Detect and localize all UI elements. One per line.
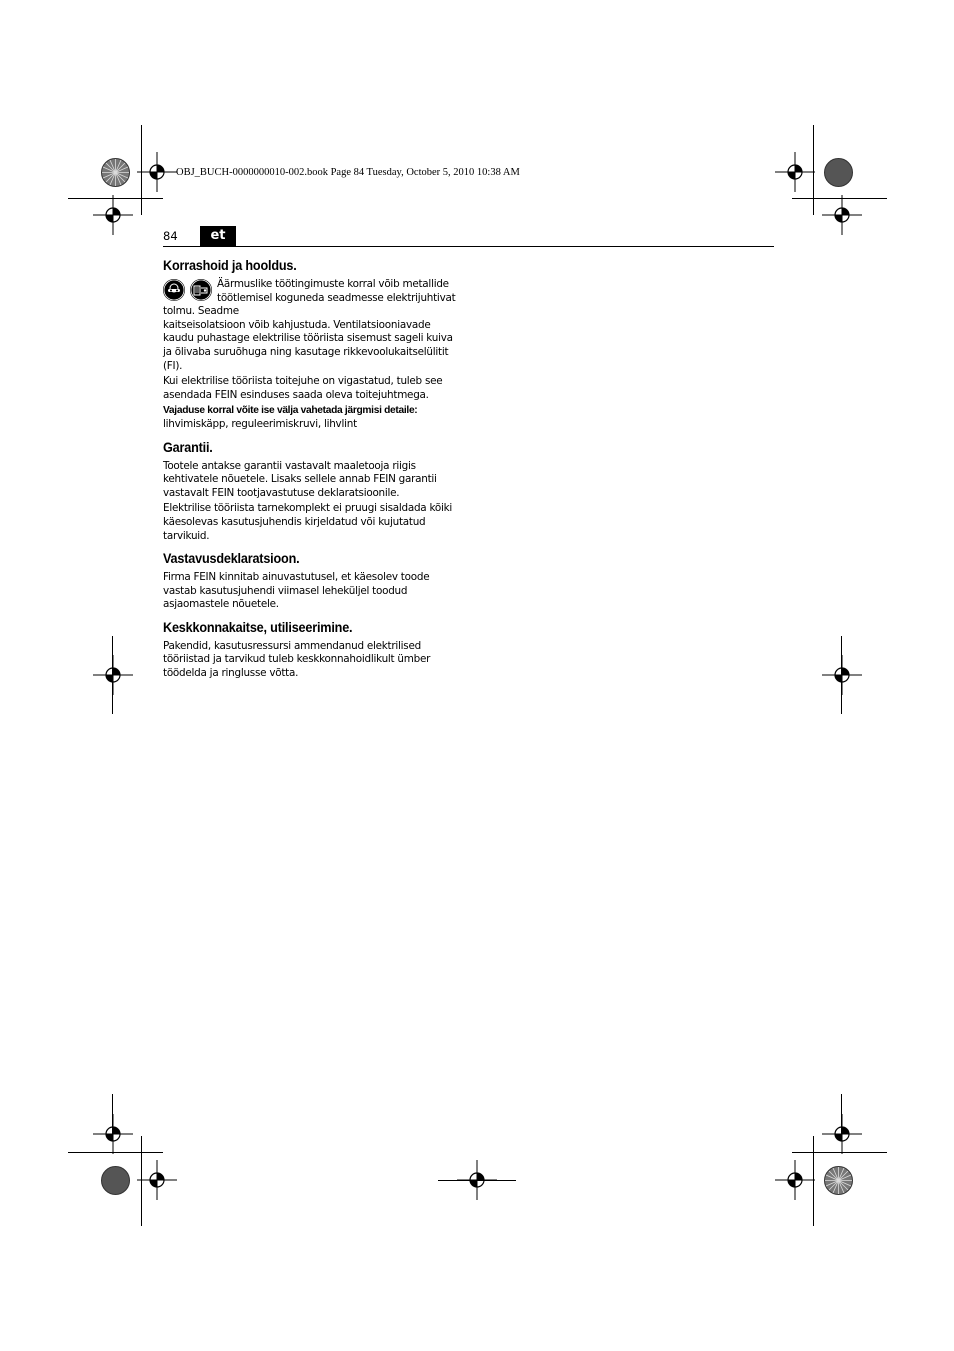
registration-mark-icon <box>822 1114 862 1154</box>
section-environment <box>163 619 459 681</box>
registration-mark-icon <box>775 1160 815 1200</box>
registration-mark-icon <box>822 195 862 235</box>
registration-mark-icon <box>93 1114 133 1154</box>
icon-paragraph <box>163 278 459 319</box>
starburst-target-icon <box>824 1166 853 1195</box>
section-warranty <box>163 439 459 544</box>
starburst-target-icon <box>824 158 853 187</box>
page-number: 84 <box>163 229 178 243</box>
crop-line <box>438 1180 516 1181</box>
delivery-scope-text: Elektrilise tööriista tarnekomplekt ei pruugi sisaldada kõiki käesolevas kasutusjuhendis kirjeldatud või kujutatud tarvikuid. <box>163 502 453 542</box>
starburst-target-icon <box>101 1166 130 1195</box>
section-title: Garantii. <box>163 439 213 455</box>
crop-line <box>112 1094 113 1134</box>
eye-protection-icon <box>163 279 185 301</box>
safety-icons <box>163 279 214 305</box>
registration-mark-icon <box>137 1160 177 1200</box>
crop-line <box>841 636 842 714</box>
section-conformity <box>163 550 459 612</box>
replaceable-parts-list: lihvimiskäpp, reguleerimiskruvi, lihvlint <box>163 417 357 430</box>
dust-mask-icon <box>190 279 212 301</box>
section-maintenance <box>163 257 459 432</box>
starburst-target-icon <box>101 158 130 187</box>
replaceable-parts-heading: Vajaduse korral võite ise välja vahetada järgmisi detaile: <box>163 405 418 417</box>
maintenance-text: Äärmuslike töötingimuste korral võib metallide töötlemisel koguneda seadmesse elektrijuhtivat tolmu. Seadme <box>163 278 456 318</box>
conformity-text: Firma FEIN kinnitab ainuvastutusel, et käesolev toode vastab kasutusjuhendi viimasel leheküljel toodud asjaomastele nõuetele. <box>163 571 430 611</box>
book-file-info: OBJ_BUCH-0000000010-002.book Page 84 Tuesday, October 5, 2010 10:38 AM <box>176 167 520 178</box>
section-title: Keskkonnakaitse, utiliseerimine. <box>163 619 353 635</box>
registration-mark-icon <box>93 195 133 235</box>
registration-mark-icon <box>93 655 133 695</box>
maintenance-text-cont: kaitseisolatsioon võib kahjustuda. Ventilatsiooniavade kaudu puhastage elektrilise tööriista sisemust sageli kuiva ja õlivaba suruõhuga ning kasutage rikkevoolukaitselülitit (FI). <box>163 318 453 372</box>
warranty-text: Tootele antakse garantii vastavalt maaletooja riigis kehtivatele nõuetele. Lisaks sellele annab FEIN garantii vastavalt FEIN tootjavastutuse deklaratsioonile. <box>163 459 437 499</box>
crop-line <box>112 636 113 714</box>
section-title: Korrashoid ja hooldus. <box>163 258 297 273</box>
language-badge: et <box>200 226 236 246</box>
environment-text: Pakendid, kasutusressursi ammendanud elektrilised tööriistad ja tarvikud tuleb keskkonnahoidlikult ümber töödelda ja ringlusse võtta. <box>163 639 431 680</box>
header-divider <box>163 246 774 247</box>
registration-mark-icon <box>137 152 177 192</box>
registration-mark-icon <box>822 655 862 695</box>
power-cord-text: Kui elektrilise tööriista toitejuhe on vigastatud, tuleb see asendada FEIN esinduses saada oleva toitejuhtmega. <box>163 375 443 401</box>
crop-line <box>841 1094 842 1134</box>
section-title: Vastavusdeklaratsioon. <box>163 551 300 567</box>
registration-mark-icon <box>775 152 815 192</box>
page-content <box>163 257 459 688</box>
